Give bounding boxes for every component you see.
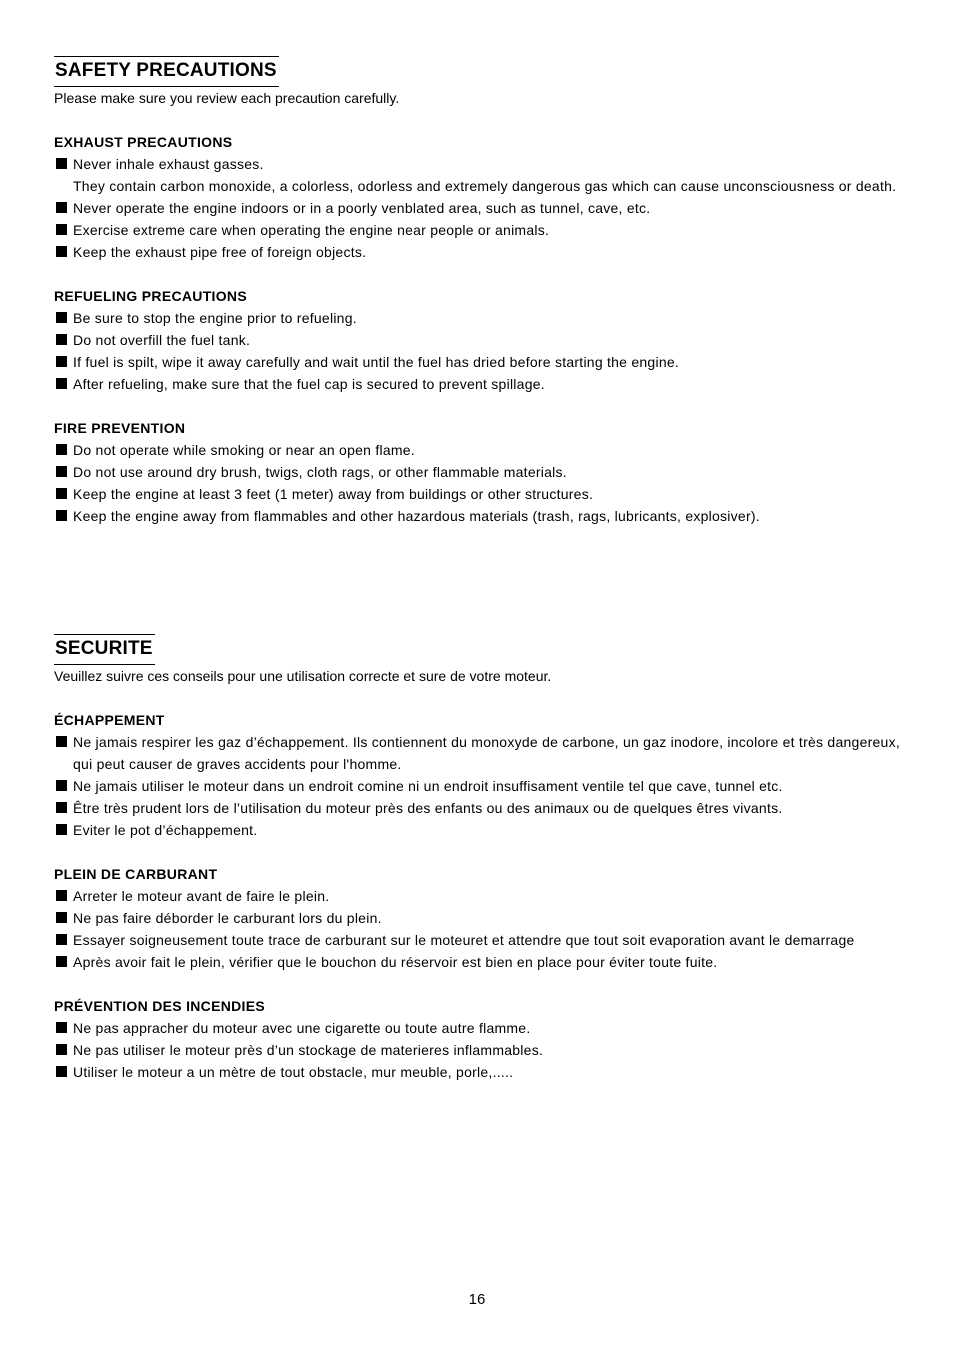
square-bullet-icon — [56, 466, 67, 477]
intro-text: Please make sure you review each precaution carefully. — [54, 90, 400, 106]
list-item: Do not overfill the fuel tank. — [54, 329, 900, 351]
refueling-list — [54, 307, 900, 395]
list-item: Ne pas utiliser le moteur près d’un stockage de materieres inflammables. — [54, 1039, 900, 1061]
list-item: Ne jamais utiliser le moteur dans un endroit comine ni un endroit insuffisament ventile tel que cave, tunnel etc. — [54, 775, 900, 797]
square-bullet-icon — [56, 334, 67, 345]
fire-prevention-list — [54, 439, 900, 527]
page-number: 16 — [468, 1291, 486, 1308]
list-item: Arreter le moteur avant de faire le plein. — [54, 885, 900, 907]
list-item: Eviter le pot d’échappement. — [54, 819, 900, 841]
square-bullet-icon — [56, 202, 67, 213]
square-bullet-icon — [56, 780, 67, 791]
list-item: Be sure to stop the engine prior to refueling. — [54, 307, 900, 329]
list-item: Essayer soigneusement toute trace de carburant sur le moteuret et attendre que tout soit evaporation avant le demarrage — [54, 929, 900, 951]
square-bullet-icon — [56, 510, 67, 521]
square-bullet-icon — [56, 956, 67, 967]
list-item: Keep the engine away from flammables and other hazardous materials (trash, rags, lubricants, explosiver). — [54, 505, 900, 527]
square-bullet-icon — [56, 444, 67, 455]
square-bullet-icon — [56, 890, 67, 901]
refueling-heading: REFUELING PRECAUTIONS — [54, 288, 247, 304]
square-bullet-icon — [56, 224, 67, 235]
prevention-incendies-heading: PRÉVENTION DES INCENDIES — [54, 998, 266, 1014]
list-item: Utiliser le moteur a un mètre de tout obstacle, mur meuble, porle,..... — [54, 1061, 900, 1083]
square-bullet-icon — [56, 934, 67, 945]
square-bullet-icon — [56, 356, 67, 367]
square-bullet-icon — [56, 1066, 67, 1077]
list-item: Ne jamais respirer les gaz d’échappement. Ils contiennent du monoxyde de carbone, un gaz inodore, incolore et très dangereux, qui peut causer de graves accidents pour l'homme. — [54, 731, 900, 775]
square-bullet-icon — [56, 1044, 67, 1055]
square-bullet-icon — [56, 312, 67, 323]
french-section — [54, 634, 900, 1083]
list-item: If fuel is spilt, wipe it away carefully and wait until the fuel has dried before starting the engine. — [54, 351, 900, 373]
exhaust-heading: EXHAUST PRECAUTIONS — [54, 134, 233, 150]
list-item: Ne pas faire déborder le carburant lors du plein. — [54, 907, 900, 929]
square-bullet-icon — [56, 736, 67, 747]
echappement-list — [54, 731, 900, 841]
list-item: Keep the exhaust pipe free of foreign objects. — [54, 241, 900, 263]
intro-text: Veuillez suivre ces conseils pour une utilisation correcte et sure de votre moteur. — [54, 668, 552, 684]
fire-prevention-heading: FIRE PREVENTION — [54, 420, 186, 436]
exhaust-list — [54, 153, 900, 263]
square-bullet-icon — [56, 802, 67, 813]
list-item: After refueling, make sure that the fuel cap is secured to prevent spillage. — [54, 373, 900, 395]
list-item: Exercise extreme care when operating the engine near people or animals. — [54, 219, 900, 241]
list-item: Never inhale exhaust gasses. — [54, 153, 900, 175]
square-bullet-icon — [56, 824, 67, 835]
echappement-heading: ÉCHAPPEMENT — [54, 712, 165, 728]
list-item: Après avoir fait le plein, vérifier que le bouchon du réservoir est bien en place pour éviter toute fuite. — [54, 951, 900, 973]
list-item-continuation: They contain carbon monoxide, a colorless, odorless and extremely dangerous gas which can cause unconsciousness or death. — [73, 178, 897, 194]
list-item: Do not use around dry brush, twigs, cloth rags, or other flammable materials. — [54, 461, 900, 483]
list-item: Keep the engine at least 3 feet (1 meter) away from buildings or other structures. — [54, 483, 900, 505]
square-bullet-icon — [56, 378, 67, 389]
list-item: Do not operate while smoking or near an open flame. — [54, 439, 900, 461]
plein-carburant-list — [54, 885, 900, 973]
section-title: SECURITE — [54, 634, 155, 665]
list-item: Être très prudent lors de l’utilisation du moteur près des enfants ou des animaux ou de quelques êtres vivants. — [54, 797, 900, 819]
list-item: Never operate the engine indoors or in a poorly venblated area, such as tunnel, cave, etc. — [54, 197, 900, 219]
square-bullet-icon — [56, 246, 67, 257]
square-bullet-icon — [56, 1022, 67, 1033]
prevention-incendies-list — [54, 1017, 900, 1083]
english-section — [54, 56, 900, 527]
square-bullet-icon — [56, 158, 67, 169]
list-item: Ne pas appracher du moteur avec une cigarette ou toute autre flamme. — [54, 1017, 900, 1039]
page-title: SAFETY PRECAUTIONS — [54, 56, 279, 87]
square-bullet-icon — [56, 912, 67, 923]
square-bullet-icon — [56, 488, 67, 499]
plein-carburant-heading: PLEIN DE CARBURANT — [54, 866, 218, 882]
